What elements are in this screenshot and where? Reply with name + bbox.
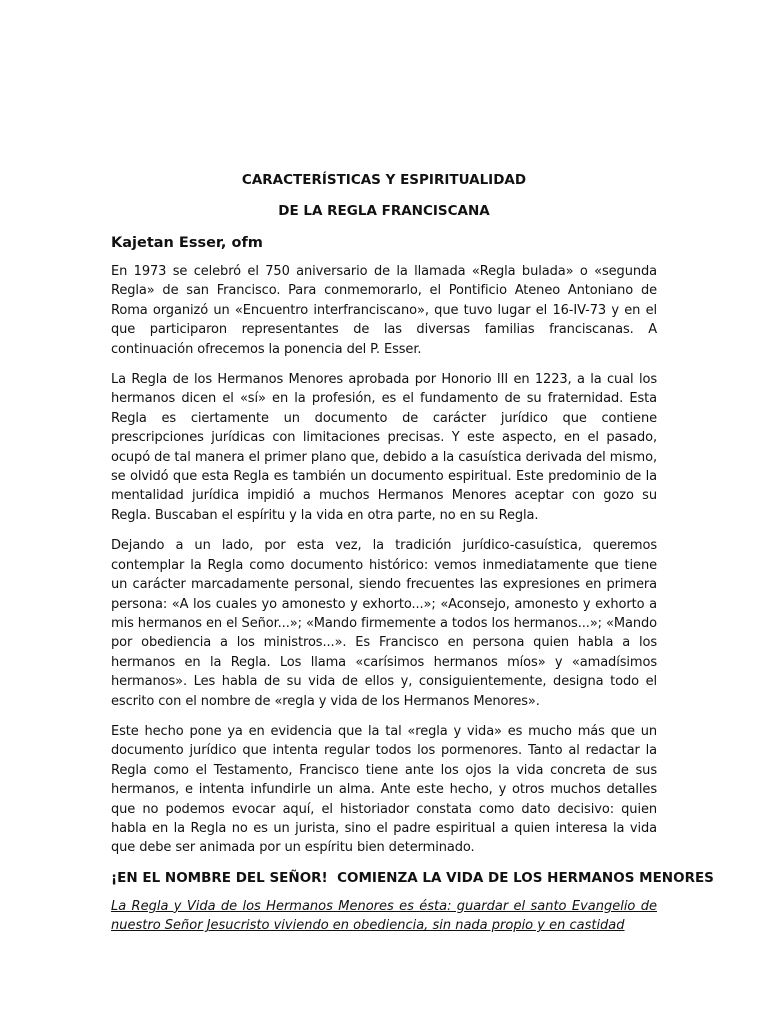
paragraph-1: En 1973 se celebró el 750 aniversario de la llamada «Regla bulada» o «segunda Regla» de san Francisco. Para conmemorarlo, el Pontificio Ateneo Antoniano de Roma organizó un «Encuentro interfranciscano», que tuvo lugar el 16-IV-73 y en el que participaron representantes de las diversas familias franciscanas. A continuación ofrecemos la ponencia del P. Esser. bbox=[111, 264, 657, 357]
rule-opening-text: La Regla y Vida de los Hermanos Menores es ésta: guardar el santo Evangelio de nuestro Señor Jesucristo viviendo en obediencia, sin nada propio y en castidad bbox=[111, 898, 657, 934]
title-line-1: CARACTERÍSTICAS Y ESPIRITUALIDAD bbox=[241, 172, 527, 188]
paragraph-2: La Regla de los Hermanos Menores aprobada por Honorio III en 1223, a la cual los hermanos dicen el «sí» en la profesión, es el fundamento de su fraternidad. Esta Regla es ciertamente un documento de carácter jurídico que contiene prescripciones jurídicas con limitaciones precisas. Y este aspecto, en el pasado, ocupó de tal manera el primer plano que, debido a la casuística derivada del mismo, se olvidó que esta Regla es también un documento espiritual. Este predominio de la mentalidad jurídica impidió a muchos Hermanos Menores aceptar con gozo su Regla. Buscaban el espíritu y la vida en otra parte, no en su Regla. bbox=[111, 372, 657, 523]
title-line-2: DE LA REGLA FRANCISCANA bbox=[278, 203, 490, 219]
paragraph-4: Este hecho pone ya en evidencia que la tal «regla y vida» es mucho más que un documento jurídico que intenta regular todos los pormenores. Tanto al redactar la Regla como el Testamento, Francisco tiene ante los ojos la vida concreta de sus hermanos, e intenta infundirle un alma. Ante este hecho, y otros muchos detalles que no podemos evocar aquí, el historiador constata como dato decisivo: quien habla en la Regla no es un jurista, sino el padre espiritual a quien interesa la vida que debe ser animada por un espíritu bien determinado. bbox=[111, 723, 657, 856]
paragraph-3: Dejando a un lado, por esta vez, la tradición jurídico-casuística, queremos contemplar la Regla como documento histórico: vemos inmediatamente que tiene un carácter marcadamente personal, siendo frecuentes las expresiones en primera persona: «A los cuales yo amonesto y exhorto...»; «Aconsejo, amonesto y exhorto a mis hermanos en el Señor...»; «Mando firmemente a todos los hermanos...»; «Mando por obediencia a los ministros...». Es Francisco en persona quien habla a los hermanos en la Regla. Los llama «carísimos hermanos míos» y «amadísimos hermanos». Les habla de su vida de ellos y, consiguientemente, designa todo el escrito con el nombre de «regla y vida de los Hermanos Menores». bbox=[111, 538, 657, 709]
document-page bbox=[111, 171, 714, 936]
author: Kajetan Esser, ofm bbox=[111, 235, 263, 251]
section-heading: ¡EN EL NOMBRE DEL SEÑOR! COMIENZA LA VIDA DE LOS HERMANOS MENORES bbox=[111, 869, 714, 886]
